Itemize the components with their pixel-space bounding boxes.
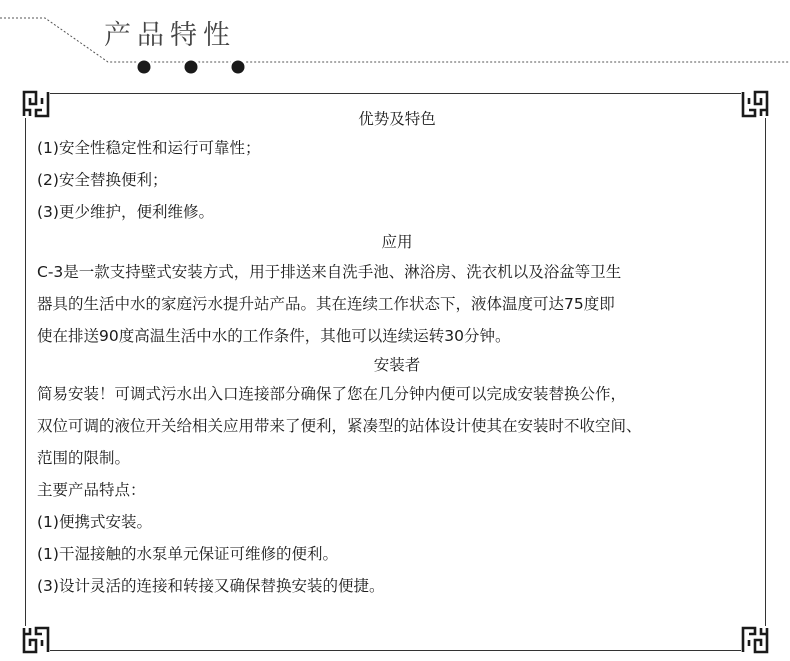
corner-ornament-icon — [741, 626, 769, 654]
feature-item: (3)设计灵活的连接和转接又确保替换安装的便捷。 — [37, 577, 385, 595]
dot-icon-2 — [185, 61, 198, 74]
application-line: 使在排送90度高温生活中水的工作条件，其他可以连续运转30分钟。 — [37, 327, 511, 345]
advantage-item: (1)安全性稳定性和运行可靠性； — [37, 139, 261, 157]
page-title: 产品特性 — [104, 20, 236, 51]
installer-line: 简易安装！可调式污水出入口连接部分确保了您在几分钟内便可以完成安装替换公作， — [37, 385, 627, 403]
application-line: C-3是一款支持壁式安装方式，用于排送来自洗手池、淋浴房、洗衣机以及浴盆等卫生 — [37, 263, 622, 281]
advantage-item: (3)更少维护，便利维修。 — [37, 203, 214, 221]
feature-item: (1)便携式安装。 — [37, 513, 152, 531]
dot-icon-3 — [232, 61, 245, 74]
installer-line: 范围的限制。 — [37, 449, 131, 467]
features-title: 主要产品特点： — [37, 481, 146, 499]
header — [0, 0, 790, 90]
installer-line: 双位可调的液位开关给相关应用带来了便利，紧凑型的站体设计使其在安装时不收空间、 — [37, 417, 642, 435]
content-frame — [25, 93, 766, 651]
section-heading-application: 应用 — [381, 233, 413, 251]
section-heading-installer: 安装者 — [373, 356, 421, 374]
dot-icon-1 — [138, 61, 151, 74]
application-line: 器具的生活中水的家庭污水提升站产品。其在连续工作状态下，液体温度可达75度即 — [37, 295, 615, 313]
feature-item: (1)干湿接触的水泵单元保证可维修的便利。 — [37, 545, 338, 563]
advantage-item: (2)安全替换便利； — [37, 171, 168, 189]
content-body — [37, 106, 757, 602]
corner-ornament-icon — [22, 626, 50, 654]
section-heading-advantages: 优势及特色 — [358, 110, 436, 128]
